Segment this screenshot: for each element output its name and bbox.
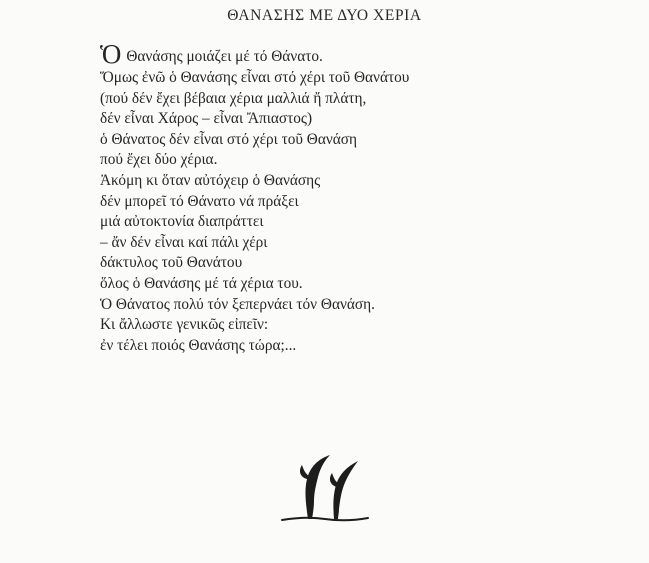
drop-cap: Ὁ (100, 39, 122, 69)
poem-line-11: δάκτυλος τοῦ Θανάτου (100, 254, 243, 272)
poem-line-10: – ἄν δέν εἶναι καί πάλι χέρι (100, 233, 268, 251)
poem-line-7: Ἀκόμη κι ὅταν αὐτόχειρ ὁ Θανάσης (100, 171, 321, 189)
poem-line-9: μιά αὐτοκτονία διαπράττει (100, 213, 264, 231)
poem-line-2: Ὅμως ἐνῶ ὁ Θανάσης εἶναι στό χέρι τοῦ Θανάτου (100, 69, 410, 86)
poem-line-1 (100, 40, 640, 68)
poem-line-12: ὅλος ὁ Θανάσης μέ τά χέρια του. (100, 274, 303, 292)
poem-line-6: πού ἔχει δύο χέρια. (100, 151, 218, 169)
poem-title: ΘΑΝΑΣΗΣ ΜΕ ΔΥΟ ΧΕΡΙΑ (227, 7, 422, 24)
poem-line-13: Ὁ Θάνατος πολύ τόν ξεπερνάει τόν Θανάση. (100, 295, 375, 313)
poem-line-4: δέν εἶναι Χάρος – εἶναι Ἄπιαστος) (100, 110, 313, 128)
poem-line-14: Κι ἄλλωστε γενικῶς εἰπεῖν: (100, 316, 269, 334)
poem-line-5: ὁ Θάνατος δέν εἶναι στό χέρι τοῦ Θανάση (100, 130, 358, 148)
poem-line-3: (πού δέν ἔχει βέβαια χέρια μαλλιά ἤ πλάτη, (100, 89, 367, 107)
poem-line-1-text: Θανάσης μοιάζει μέ τό Θάνατο. (126, 48, 323, 65)
poem-line-15: ἐν τέλει ποιός Θανάσης τώρα;... (100, 336, 297, 354)
two-sprouting-leaves-icon (276, 447, 374, 529)
poem-body (100, 40, 640, 356)
poem-line-8: δέν μπορεῖ τό Θάνατο νά πράξει (100, 192, 299, 210)
